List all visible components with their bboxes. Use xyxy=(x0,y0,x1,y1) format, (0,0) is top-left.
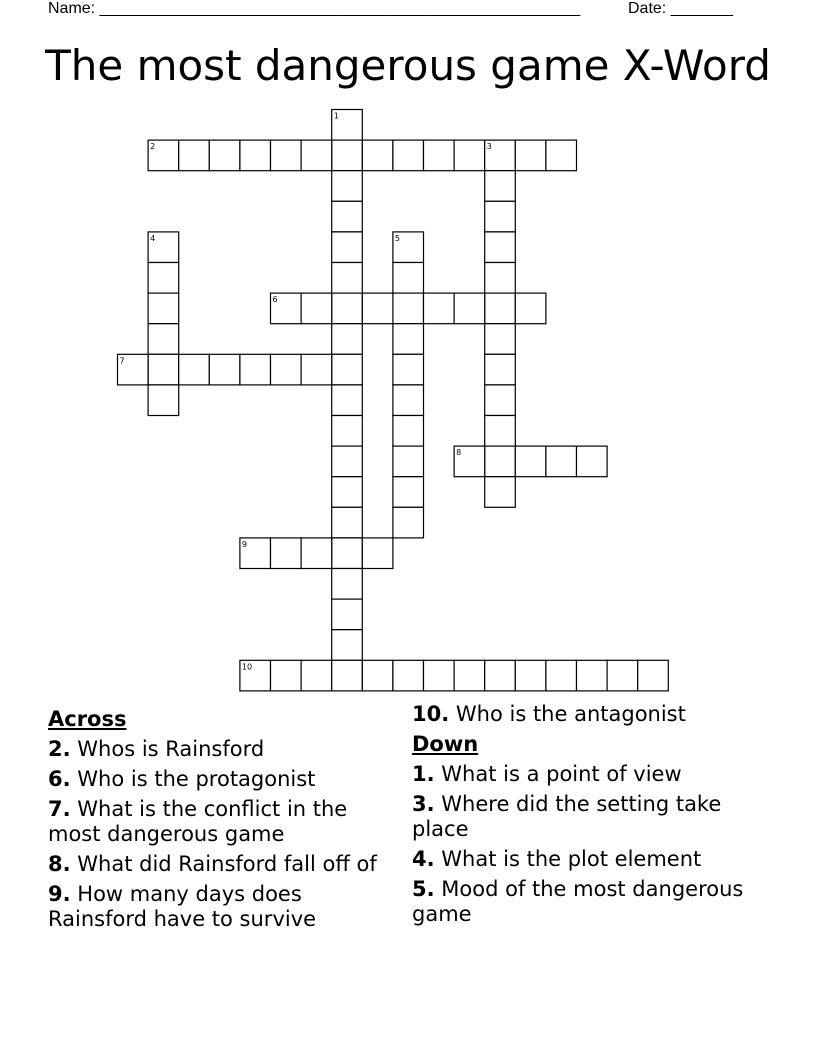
clue-number-label: 4 xyxy=(150,233,156,243)
grid-cell[interactable] xyxy=(393,354,424,385)
clue-text: Whos is Rainsford xyxy=(77,737,265,761)
grid-cell[interactable] xyxy=(301,538,332,569)
grid-cell[interactable] xyxy=(332,416,363,447)
clue-text: What is a point of view xyxy=(441,762,682,786)
down-clue-1 xyxy=(412,762,752,787)
clues-column-right xyxy=(412,702,752,932)
clue-text: Who is the antagonist xyxy=(455,702,686,726)
grid-cell[interactable] xyxy=(362,140,393,171)
across-clue-9 xyxy=(48,882,388,932)
grid-cell[interactable] xyxy=(393,140,424,171)
grid-cell[interactable] xyxy=(332,201,363,232)
grid-cell[interactable] xyxy=(485,416,516,447)
grid-cell[interactable] xyxy=(454,140,485,171)
grid-cell[interactable] xyxy=(393,660,424,691)
clue-number: 9. xyxy=(48,882,71,906)
clue-number: 5. xyxy=(412,877,435,901)
down-heading: Down xyxy=(412,732,479,756)
clue-text: Who is the protagonist xyxy=(77,767,316,791)
grid-cell[interactable] xyxy=(393,416,424,447)
down-clue-4 xyxy=(412,847,752,872)
grid-cell[interactable] xyxy=(332,293,363,324)
page-title: The most dangerous game X-Word xyxy=(45,41,771,90)
grid-cell[interactable] xyxy=(332,507,363,538)
clue-number: 7. xyxy=(48,797,71,821)
grid-cell[interactable] xyxy=(485,201,516,232)
across-clue-2 xyxy=(48,737,388,762)
grid-cell[interactable] xyxy=(301,293,332,324)
grid-cell[interactable] xyxy=(148,354,179,385)
grid-cell[interactable] xyxy=(393,385,424,416)
grid-cell[interactable] xyxy=(393,477,424,508)
grid-cell[interactable] xyxy=(332,569,363,600)
grid-cell[interactable] xyxy=(148,385,179,416)
clue-text: What is the conflict in the most dangerous game xyxy=(48,797,348,846)
grid-cell[interactable] xyxy=(485,171,516,202)
grid-cell[interactable] xyxy=(485,354,516,385)
grid-cell[interactable] xyxy=(271,538,302,569)
grid-cell[interactable] xyxy=(485,293,516,324)
grid-cell[interactable] xyxy=(332,477,363,508)
grid-cell[interactable] xyxy=(515,293,546,324)
clue-number-label: 5 xyxy=(394,233,400,243)
clue-number: 6. xyxy=(48,767,71,791)
down-clue-5 xyxy=(412,877,752,927)
down-clue-3 xyxy=(412,792,752,842)
grid-cell[interactable] xyxy=(240,140,271,171)
grid-cell[interactable] xyxy=(424,140,455,171)
grid-cell[interactable] xyxy=(301,660,332,691)
across-clue-10 xyxy=(412,702,752,727)
grid-cell[interactable] xyxy=(332,263,363,294)
grid-cell[interactable] xyxy=(577,446,608,477)
grid-cell[interactable] xyxy=(332,599,363,630)
grid-cell[interactable] xyxy=(515,660,546,691)
grid-cell[interactable] xyxy=(209,140,240,171)
grid-cell[interactable] xyxy=(485,263,516,294)
grid-cell[interactable] xyxy=(393,293,424,324)
clue-text: What is the plot element xyxy=(441,847,702,871)
clue-number: 4. xyxy=(412,847,435,871)
across-heading: Across xyxy=(48,707,127,731)
grid-cell[interactable] xyxy=(148,293,179,324)
clue-text: How many days does Rainsford have to survive xyxy=(48,882,317,931)
clue-number-label: 6 xyxy=(272,295,278,305)
grid-cell[interactable] xyxy=(454,660,485,691)
clue-number-label: 9 xyxy=(241,539,247,549)
clue-number: 10. xyxy=(412,702,450,726)
grid-cell[interactable] xyxy=(485,324,516,355)
clue-number-label: 10 xyxy=(241,662,253,672)
clue-number-label: 8 xyxy=(456,448,462,458)
grid-cell[interactable] xyxy=(393,263,424,294)
grid-cell[interactable] xyxy=(179,354,210,385)
grid-cell[interactable] xyxy=(515,446,546,477)
grid-cell[interactable] xyxy=(209,354,240,385)
across-clue-7 xyxy=(48,797,388,847)
grid-cell[interactable] xyxy=(362,660,393,691)
grid-cell[interactable] xyxy=(393,324,424,355)
grid-cell[interactable] xyxy=(332,660,363,691)
grid-cell[interactable] xyxy=(546,660,577,691)
grid-cell[interactable] xyxy=(515,140,546,171)
clue-number: 3. xyxy=(412,792,435,816)
grid-cell[interactable] xyxy=(607,660,638,691)
grid-cell[interactable] xyxy=(332,538,363,569)
clue-text: What did Rainsford fall off of xyxy=(77,852,377,876)
grid-cell[interactable] xyxy=(362,538,393,569)
clue-number-label: 2 xyxy=(150,142,156,152)
clues-column-left xyxy=(48,702,388,937)
grid-cell[interactable] xyxy=(454,293,485,324)
grid-cell[interactable] xyxy=(271,660,302,691)
grid-cell[interactable] xyxy=(393,446,424,477)
grid-cell[interactable] xyxy=(424,293,455,324)
name-field-label: Name: ______________________________________________________ xyxy=(48,0,581,17)
grid-cell[interactable] xyxy=(546,140,577,171)
across-clue-8 xyxy=(48,852,388,877)
grid-cell[interactable] xyxy=(485,477,516,508)
clue-number-label: 3 xyxy=(486,142,492,152)
grid-cell[interactable] xyxy=(638,660,669,691)
grid-cell[interactable] xyxy=(148,263,179,294)
clue-number: 2. xyxy=(48,737,71,761)
grid-cell[interactable] xyxy=(148,324,179,355)
clue-number: 8. xyxy=(48,852,71,876)
grid-cell[interactable] xyxy=(332,385,363,416)
grid-cell[interactable] xyxy=(332,354,363,385)
grid-cell[interactable] xyxy=(332,140,363,171)
grid-cell[interactable] xyxy=(332,232,363,263)
clue-text: Mood of the most dangerous game xyxy=(412,877,744,926)
clue-number: 1. xyxy=(412,762,435,786)
grid-cell[interactable] xyxy=(362,293,393,324)
grid-cell[interactable] xyxy=(332,324,363,355)
grid-cell[interactable] xyxy=(424,660,455,691)
grid-cell[interactable] xyxy=(332,171,363,202)
grid-cell[interactable] xyxy=(301,354,332,385)
grid-cell[interactable] xyxy=(485,660,516,691)
grid-cell[interactable] xyxy=(577,660,608,691)
grid-cell[interactable] xyxy=(546,446,577,477)
grid-cell[interactable] xyxy=(179,140,210,171)
grid-cell[interactable] xyxy=(332,630,363,661)
across-clue-6 xyxy=(48,767,388,792)
grid-cell[interactable] xyxy=(271,140,302,171)
date-field-label: Date: _______ xyxy=(628,0,733,17)
clue-text: Where did the setting take place xyxy=(412,792,722,841)
grid-cell[interactable] xyxy=(240,354,271,385)
grid-cell[interactable] xyxy=(393,507,424,538)
clue-number-label: 1 xyxy=(333,111,339,121)
grid-cell[interactable] xyxy=(485,232,516,263)
grid-cell[interactable] xyxy=(301,140,332,171)
grid-cell[interactable] xyxy=(332,446,363,477)
clue-number-label: 7 xyxy=(119,356,125,366)
grid-cell[interactable] xyxy=(485,446,516,477)
grid-cell[interactable] xyxy=(485,385,516,416)
grid-cell[interactable] xyxy=(271,354,302,385)
